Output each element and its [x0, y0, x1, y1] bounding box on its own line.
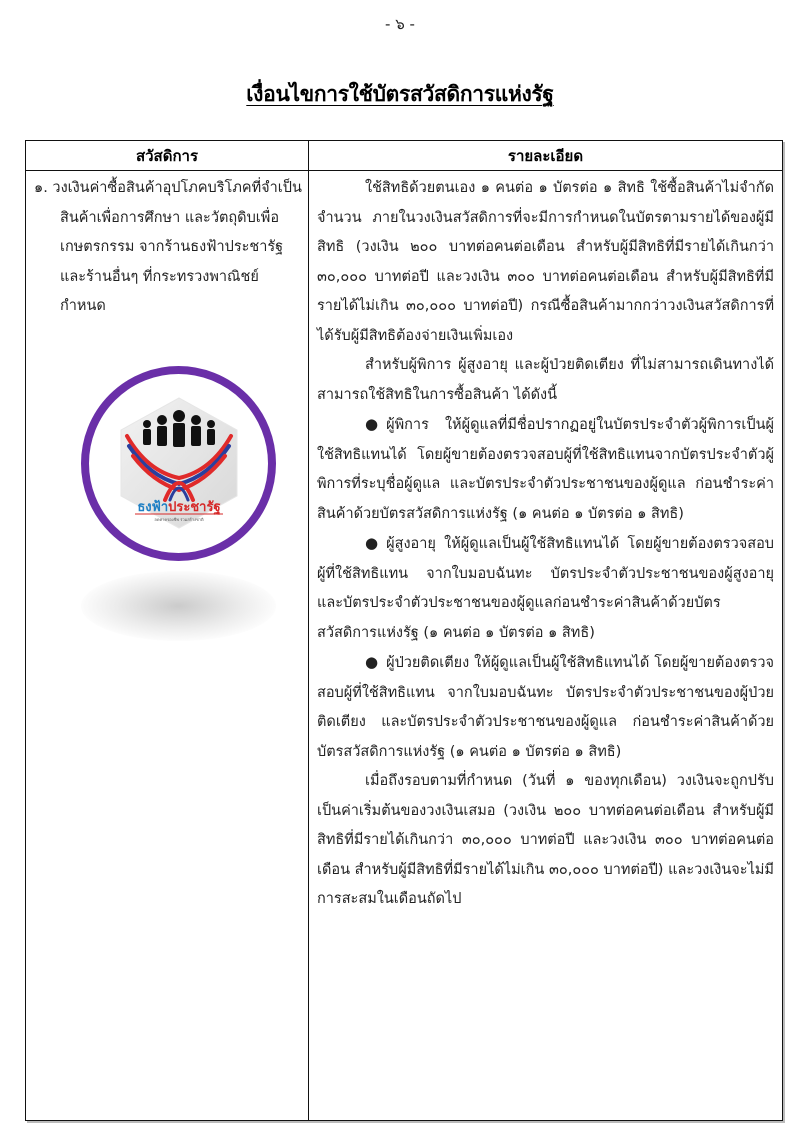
details-cell — [317, 174, 774, 915]
bullet-disabled — [317, 410, 774, 529]
bullet-icon: ● — [365, 534, 379, 552]
details-intro: ใช้สิทธิด้วยตนเอง ๑ คนต่อ ๑ บัตรต่อ ๑ สิทธิ ใช้ซื้อสินค้าไม่จำกัดจำนวน ภายในวงเงินสวัสดิการที่จะมีการกำหนดในบัตรตามรายได้ของผู้มีสิทธิ (วงเงิน ๒๐๐ บาทต่อคนต่อเดือน สำหรับผู้มีสิทธิที่มีรายได้เกินกว่า ๓๐,๐๐๐ บาทต่อปี และวงเงิน ๓๐๐ บาทต่อคนต่อเดือน สำหรับผู้มีสิทธิที่มีรายได้ไม่เกิน ๓๐,๐๐๐ บาทต่อปี) กรณีซื้อสินค้ามากกว่าวงเงินสวัสดิการที่ได้รับผู้มีสิทธิต้องจ่ายเงินเพิ่มเอง — [317, 180, 774, 344]
logo-hexagon-icon — [117, 396, 241, 530]
bullet-icon: ● — [365, 653, 379, 671]
header-welfare: สวัสดิการ — [135, 147, 199, 165]
bullet-disabled-text: ผู้พิการ ให้ผู้ดูแลที่มีชื่อปรากฏอยู่ในบัตรประจำตัวผู้พิการเป็นผู้ใช้สิทธิแทนได้ โดยผู้ขายต้องตรวจสอบผู้ที่ใช้สิทธิแทนจากบัตรประจำตัวผู้พิการที่ระบุชื่อผู้ดูแล และบัตรประจำตัวประชาชนของผู้ดูแล ก่อนชำระค่าสินค้าด้วยบัตรสวัสดิการแห่งรัฐ (๑ คนต่อ ๑ บัตรต่อ ๑ สิทธิ) — [317, 417, 774, 522]
table-header-row — [26, 141, 782, 171]
welfare-conditions-table — [25, 140, 783, 1121]
header-details: รายละเอียด — [507, 147, 584, 165]
bullet-icon: ● — [365, 415, 379, 433]
benefit-item-1: ๑. วงเงินค่าซื้อสินค้าอุปโภคบริโภคที่จำเป็น สินค้าเพื่อการศึกษา และวัตถุดิบเพื่อเกษตรกรรม จากร้านธงฟ้าประชารัฐ และร้านอื่นๆ ที่กระทรวงพาณิชย์กำหนด — [34, 180, 302, 314]
logo-shadow — [81, 571, 276, 641]
details-special-intro: สำหรับผู้พิการ ผู้สูงอายุ และผู้ป่วยติดเตียง ที่ไม่สามารถเดินทางได้ สามารถใช้สิทธิในการซื้อสินค้า ได้ดังนี้ — [317, 357, 774, 403]
bullet-elderly-text: ผู้สูงอายุ ให้ผู้ดูแลเป็นผู้ใช้สิทธิแทนได้ โดยผู้ขายต้องตรวจสอบผู้ที่ใช้สิทธิแทน จากใบมอบฉันทะ บัตรประจำตัวประชาชนของผู้สูงอายุ และบัตรประจำตัวประชาชนของผู้ดูแลก่อนชำระค่าสินค้าด้วยบัตรสวัสดิการแห่งรัฐ (๑ คนต่อ ๑ บัตรต่อ ๑ สิทธิ) — [317, 536, 774, 641]
bullet-bedridden-text: ผู้ป่วยติดเตียง ให้ผู้ดูแลเป็นผู้ใช้สิทธิแทนได้ โดยผู้ขายต้องตรวจสอบผู้ที่ใช้สิทธิแทน จากใบมอบฉันทะ บัตรประจำตัวประชาชนของผู้ป่วยติดเตียง และบัตรประจำตัวประชาชนของผู้ดูแล ก่อนชำระค่าสินค้าด้วยบัตรสวัสดิการแห่งรัฐ (๑ คนต่อ ๑ บัตรต่อ ๑ สิทธิ) — [317, 655, 774, 760]
details-reset-note: เมื่อถึงรอบตามที่กำหนด (วันที่ ๑ ของทุกเดือน) วงเงินจะถูกปรับเป็นค่าเริ่มต้นของวงเงินเสมอ (วงเงิน ๒๐๐ บาทต่อคนต่อเดือน สำหรับผู้มีสิทธิที่มีรายได้เกินกว่า ๓๐,๐๐๐ บาทต่อปี และวงเงิน ๓๐๐ บาทต่อคนต่อเดือน สำหรับผู้มีสิทธิที่มีรายได้ไม่เกิน ๓๐,๐๐๐ บาทต่อปี) และวงเงินจะไม่มีการสะสมในเดือนถัดไป — [317, 773, 774, 907]
bullet-bedridden — [317, 648, 774, 767]
page-number: - ๖ - — [385, 15, 415, 33]
document-title: เงื่อนไขการใช้บัตรสวัสดิการแห่งรัฐ — [246, 82, 554, 106]
logo-container — [81, 366, 281, 656]
thong-fah-pracharat-logo — [81, 366, 276, 561]
benefit-cell — [34, 174, 302, 322]
bullet-elderly — [317, 529, 774, 648]
svg-text:ลดค่าครองชีพ ร่วมสร้างชาติ: ลดค่าครองชีพ ร่วมสร้างชาติ — [154, 517, 204, 522]
logo-text: ธงฟ้าประชารัฐ — [137, 500, 221, 515]
column-divider — [308, 141, 309, 1120]
